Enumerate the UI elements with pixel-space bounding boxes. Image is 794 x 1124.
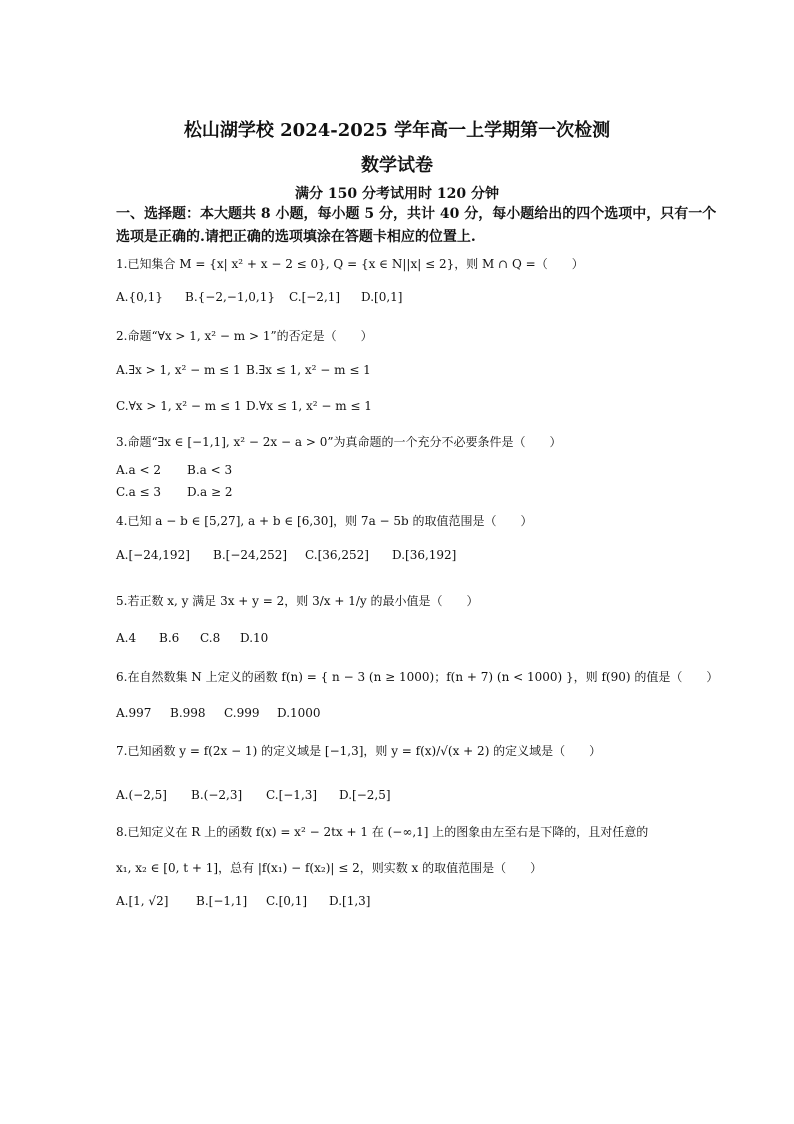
- question-6-option-a: A.997: [116, 706, 152, 720]
- question-6-option-d: D.1000: [277, 706, 321, 720]
- question-7-options: [116, 788, 391, 802]
- question-8-option-c: C.[0,1]: [266, 894, 308, 908]
- question-6-stem: 6.在自然数集 N 上定义的函数 f(n) = { n − 3 (n ≥ 1000)；f(n + 7) (n < 1000) }，则 f(90) 的值是（ ）: [116, 670, 719, 684]
- question-8-option-b: B.[−1,1]: [196, 894, 248, 908]
- question-3-option-a: A.a < 2: [116, 463, 161, 477]
- question-2-option-d: D.∀x ≤ 1, x² − m ≤ 1: [246, 399, 372, 413]
- question-2-option-a: A.∃x > 1, x² − m ≤ 1: [116, 363, 241, 377]
- question-7-option-d: D.[−2,5]: [339, 788, 391, 802]
- section-heading-line1: 一、选择题：本大题共 8 小题，每小题 5 分，共计 40 分，每小题给出的四个选项中，只有一个: [116, 206, 717, 222]
- question-8-option-a: A.[1, √2]: [116, 894, 169, 908]
- exam-subtitle: 数学试卷: [361, 155, 433, 176]
- question-4-option-c: C.[36,252]: [305, 548, 369, 562]
- question-3-stem: 3.命题“∃x ∈ [−1,1], x² − 2x − a > 0”为真命题的一个充分不必要条件是（ ）: [116, 435, 562, 449]
- question-1-option-a: A.{0,1}: [116, 290, 163, 304]
- question-4-option-d: D.[36,192]: [392, 548, 457, 562]
- question-8-options: [116, 894, 370, 908]
- question-5-option-d: D.10: [240, 631, 269, 645]
- section-heading-line2: 选项是正确的.请把正确的选项填涂在答题卡相应的位置上.: [116, 229, 476, 245]
- question-4-stem: 4.已知 a − b ∈ [5,27], a + b ∈ [6,30]，则 7a − 5b 的取值范围是（ ）: [116, 514, 533, 528]
- question-3-option-c: C.a ≤ 3: [116, 485, 162, 499]
- question-3-option-d: D.a ≥ 2: [187, 485, 233, 499]
- question-5-options: [116, 631, 268, 645]
- question-2-option-b: B.∃x ≤ 1, x² − m ≤ 1: [246, 363, 371, 377]
- question-2-option-c: C.∀x > 1, x² − m ≤ 1: [116, 399, 242, 413]
- question-6-option-c: C.999: [224, 706, 260, 720]
- question-7-option-c: C.[−1,3]: [266, 788, 318, 802]
- question-4-option-a: A.[−24,192]: [116, 548, 190, 562]
- question-3-options-row2: [116, 485, 232, 499]
- question-1-stem: 1.已知集合 M = {x| x² + x − 2 ≤ 0}, Q = {x ∈ N||x| ≤ 2}，则 M ∩ Q =（ ）: [116, 257, 584, 271]
- question-4-option-b: B.[−24,252]: [213, 548, 288, 562]
- question-5-option-b: B.6: [159, 631, 180, 645]
- question-2-options-row1: [116, 363, 371, 377]
- question-4-options: [116, 548, 456, 562]
- question-1-option-c: C.[−2,1]: [289, 290, 341, 304]
- question-1-options: [116, 290, 402, 304]
- question-5-stem: 5.若正数 x, y 满足 3x + y = 2，则 3/x + 1/y 的最小值是（ ）: [116, 594, 479, 608]
- question-6-options: [116, 706, 321, 720]
- question-2-stem: 2.命题“∀x > 1, x² − m > 1”的否定是（ ）: [116, 329, 373, 343]
- question-5-option-c: C.8: [200, 631, 221, 645]
- question-8-stem-line2: x₁, x₂ ∈ [0, t + 1]，总有 |f(x₁) − f(x₂)| ≤ 2，则实数 x 的取值范围是（ ）: [116, 861, 543, 875]
- question-2-options-row2: [116, 399, 372, 413]
- question-7-option-a: A.(−2,5]: [116, 788, 167, 802]
- score-time-line: 满分 150 分考试用时 120 分钟: [295, 186, 499, 202]
- question-7-option-b: B.(−2,3]: [191, 788, 243, 802]
- question-3-options-row1: [116, 463, 232, 477]
- question-3-option-b: B.a < 3: [187, 463, 233, 477]
- question-6-option-b: B.998: [170, 706, 206, 720]
- question-8-option-d: D.[1,3]: [329, 894, 371, 908]
- question-5-option-a: A.4: [116, 631, 137, 645]
- exam-title: 松山湖学校 2024-2025 学年高一上学期第一次检测: [183, 120, 611, 141]
- question-8-stem-line1: 8.已知定义在 R 上的函数 f(x) = x² − 2tx + 1 在 (−∞,1] 上的图象由左至右是下降的，且对任意的: [116, 825, 649, 839]
- question-1-option-d: D.[0,1]: [361, 290, 403, 304]
- question-7-stem: 7.已知函数 y = f(2x − 1) 的定义域是 [−1,3]，则 y = f(x)/√(x + 2) 的定义域是（ ）: [116, 744, 602, 758]
- question-1-option-b: B.{−2,−1,0,1}: [185, 290, 275, 304]
